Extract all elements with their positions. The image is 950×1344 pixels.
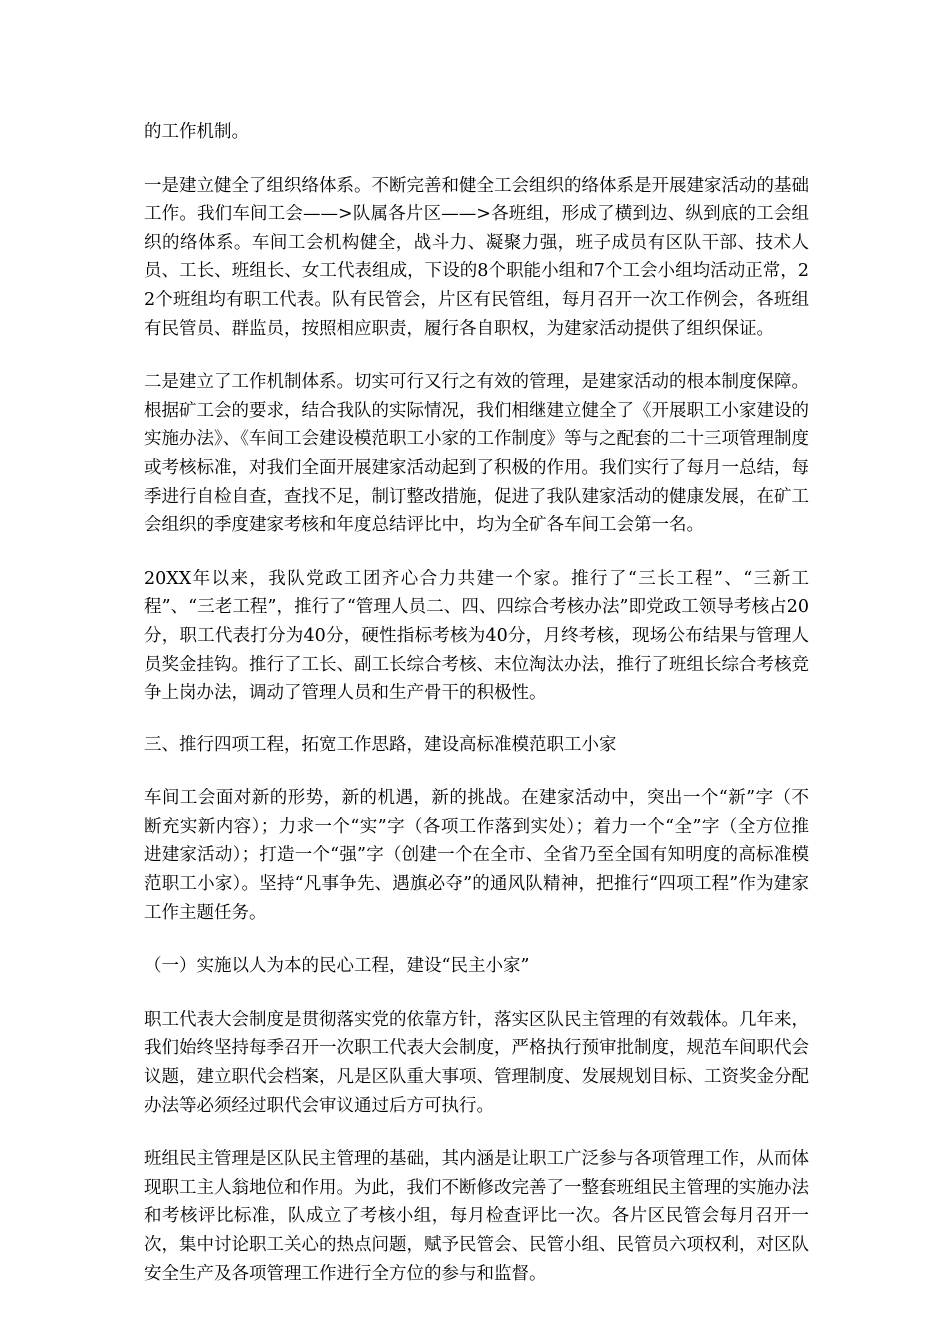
subheading-democratic-home: （一）实施以人为本的民心工程，建设“民主小家” — [144, 956, 530, 977]
section-heading-four-projects: 三、推行四项工程，拓宽工作思路，建设高标准模范职工小家 — [144, 734, 617, 755]
paragraph-since-20xx: 20XX年以来，我队党政工团齐心合力共建一个家。推行了“三长工程”、“三新工程”、“三老工程”，推行了“管理人员二、四、四综合考核办法”即党政工领导考核占20分，职工代表打分为40分，硬性指标考核为40分，月终考核，现场公布结果与管理人员奖金挂钩。推行了工长、副工长综合考核、末位淘汰办法，推行了班组长综合考核竞争上岗办法，调动了管理人员和生产骨干的积极性。 — [144, 568, 809, 704]
paragraph-organization-network: 一是建立健全了组织络体系。不断完善和健全工会组织的络体系是开展建家活动的基础工作。我们车间工会——>队属各片区——>各班组，形成了横到边、纵到底的工会组织的络体系。车间工会机构健全，战斗力、凝聚力强，班子成员有区队干部、技术人员、工长、班组长、女工代表组成，下设的8个职能小组和7个工会小组均活动正常，22个班组均有职工代表。队有民管会，片区有民管组，每月召开一次工作例会，各班组有民管员、群监员，按照相应职责，履行各自职权，为建家活动提供了组织保证。 — [144, 175, 809, 339]
paragraph-team-democratic-management: 班组民主管理是区队民主管理的基础，其内涵是让职工广泛参与各项管理工作，从而体现职工主人翁地位和作用。为此，我们不断修改完善了一整套班组民主管理的实施办法和考核评比标准，队成立了考核小组，每月检查评比一次。各片区民管会每月召开一次，集中讨论职工关心的热点问题，赋予民管会、民管小组、民管员六项权利，对区队安全生产及各项管理工作进行全方位的参与和监督。 — [144, 1149, 809, 1284]
paragraph-new-situation: 车间工会面对新的形势，新的机遇，新的挑战。在建家活动中，突出一个“新”字（不断充实新内容）；力求一个“实”字（各项工作落到实处）；着力一个“全”字（全方位推进建家活动）；打造一个“强”字（创建一个在全市、全省乃至全国有知明度的高标准模范职工小家）。坚持“凡事争先、遇旗必夺”的通风队精神，把推行“四项工程”作为建家工作主题任务。 — [144, 788, 809, 923]
paragraph-work-mechanism: 二是建立了工作机制体系。切实可行又行之有效的管理，是建家活动的根本制度保障。根据矿工会的要求，结合我队的实际情况，我们相继建立健全了《开展职工小家建设的实施办法》、《车间工会建设模范职工小家的工作制度》等与之配套的二十三项管理制度或考核标准，对我们全面开展建家活动起到了积极的作用。我们实行了每月一总结，每季进行自检自查，查找不足，制订整改措施，促进了我队建家活动的健康发展，在矿工会组织的季度建家考核和年度总结评比中，均为全矿各车间工会第一名。 — [144, 372, 809, 536]
document-page — [144, 118, 809, 1288]
paragraph-workers-congress: 职工代表大会制度是贯彻落实党的依靠方针，落实区队民主管理的有效载体。几年来，我们始终坚持每季召开一次职工代表大会制度，严格执行预审批制度，规范车间职代会议题，建立职代会档案，凡是区队重大事项、管理制度、发展规划目标、工资奖金分配办法等必须经过职代会审议通过后方可执行。 — [144, 1009, 809, 1116]
paragraph-intro-fragment: 的工作机制。 — [144, 122, 249, 142]
